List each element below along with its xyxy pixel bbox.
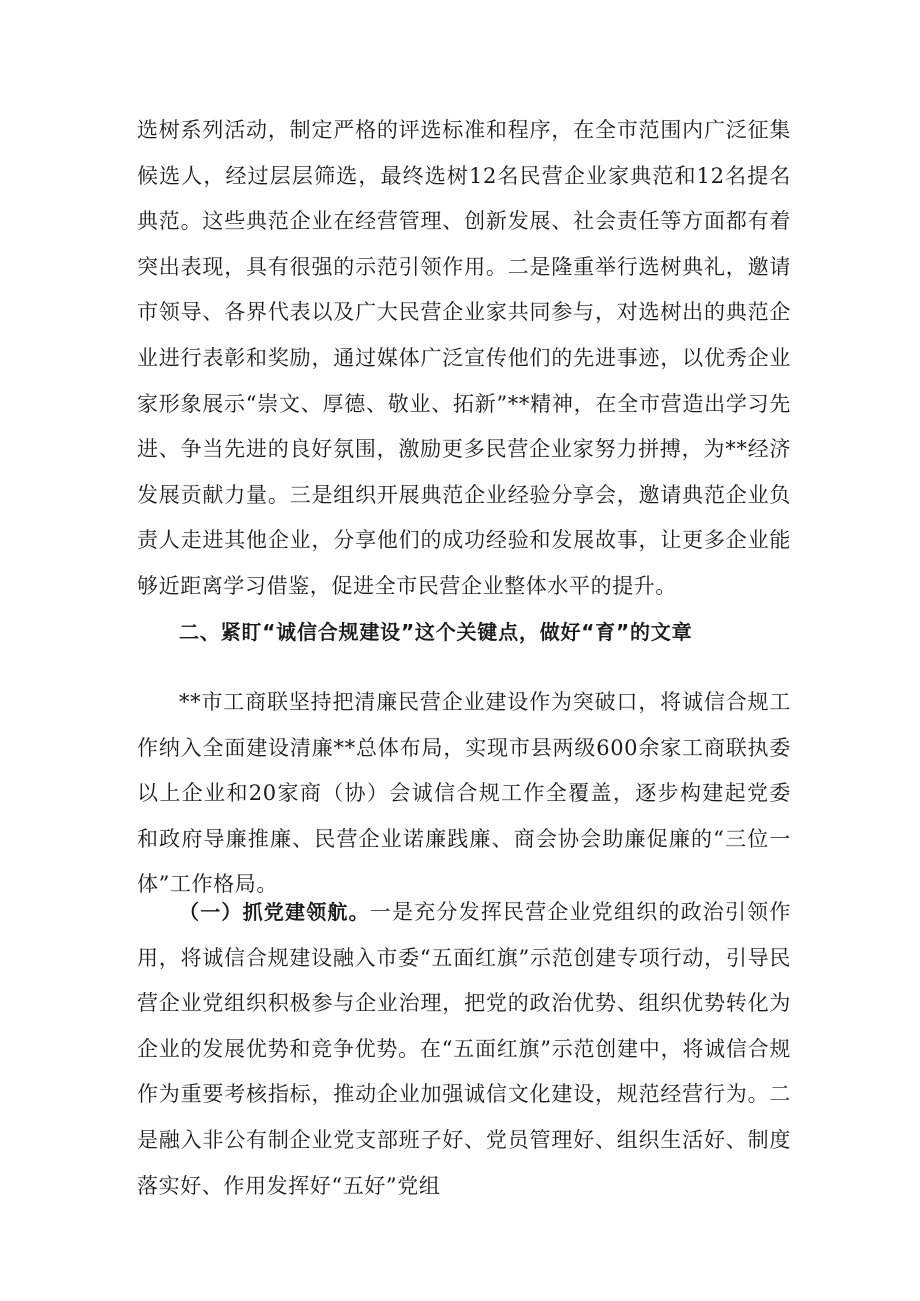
body-paragraph-2 [137, 680, 791, 908]
section-heading-2: 二、紧盯“诚信合规建设”这个关键点，做好“育”的文章 [179, 620, 693, 644]
paragraph-text: **市工商联坚持把清廉民营企业建设作为突破口，将诚信合规工作纳入全面建设清廉**总体布局，实现市县两级600余家工商联执委以上企业和20家商（协）会诚信合规工作全覆盖，逐步构建起党委和政府导廉推廉、民营企业诺廉践廉、商会协会助廉促廉的“三位一体”工作格局。 [137, 690, 791, 897]
paragraph-with-lead [137, 890, 791, 1209]
body-paragraph-1 [137, 108, 791, 610]
paragraph-text: 选树系列活动，制定严格的评选标准和程序，在全市范围内广泛征集候选人，经过层层筛选，最终选树12名民营企业家典范和12名提名典范。这些典范企业在经营管理、创新发展、社会责任等方面都有着突出表现，具有很强的示范引领作用。二是隆重举行选树典礼，邀请市领导、各界代表以及广大民营企业家共同参与，对选树出的典范企业进行表彰和奖励，通过媒体广泛宣传他们的先进事迹，以优秀企业家形象展示“崇文、厚德、敬业、拓新”**精神，在全市营造出学习先进、争当先进的良好氛围，激励更多民营企业家努力拼搏，为**经济发展贡献力量。三是组织开展典范企业经验分享会，邀请典范企业负责人走进其他企业，分享他们的成功经验和发展故事，让更多企业能够近距离学习借鉴，促进全市民营企业整体水平的提升。 [137, 118, 791, 598]
paragraph-text: 一是充分发挥民营企业党组织的政治引领作用，将诚信合规建设融入市委“五面红旗”示范创建专项行动，引导民营企业党组织积极参与企业治理，把党的政治优势、组织优势转化为企业的发展优势和竞争优势。在“五面红旗”示范创建中，将诚信合规作为重要考核指标，推动企业加强诚信文化建设，规范经营行为。二是融入非公有制企业党支部班子好、党员管理好、组织生活好、制度落实好、作用发挥好“五好”党组 [137, 900, 791, 1198]
body-paragraph-3 [137, 890, 791, 1209]
subsection-lead: （一）抓党建领航。 [179, 900, 370, 924]
